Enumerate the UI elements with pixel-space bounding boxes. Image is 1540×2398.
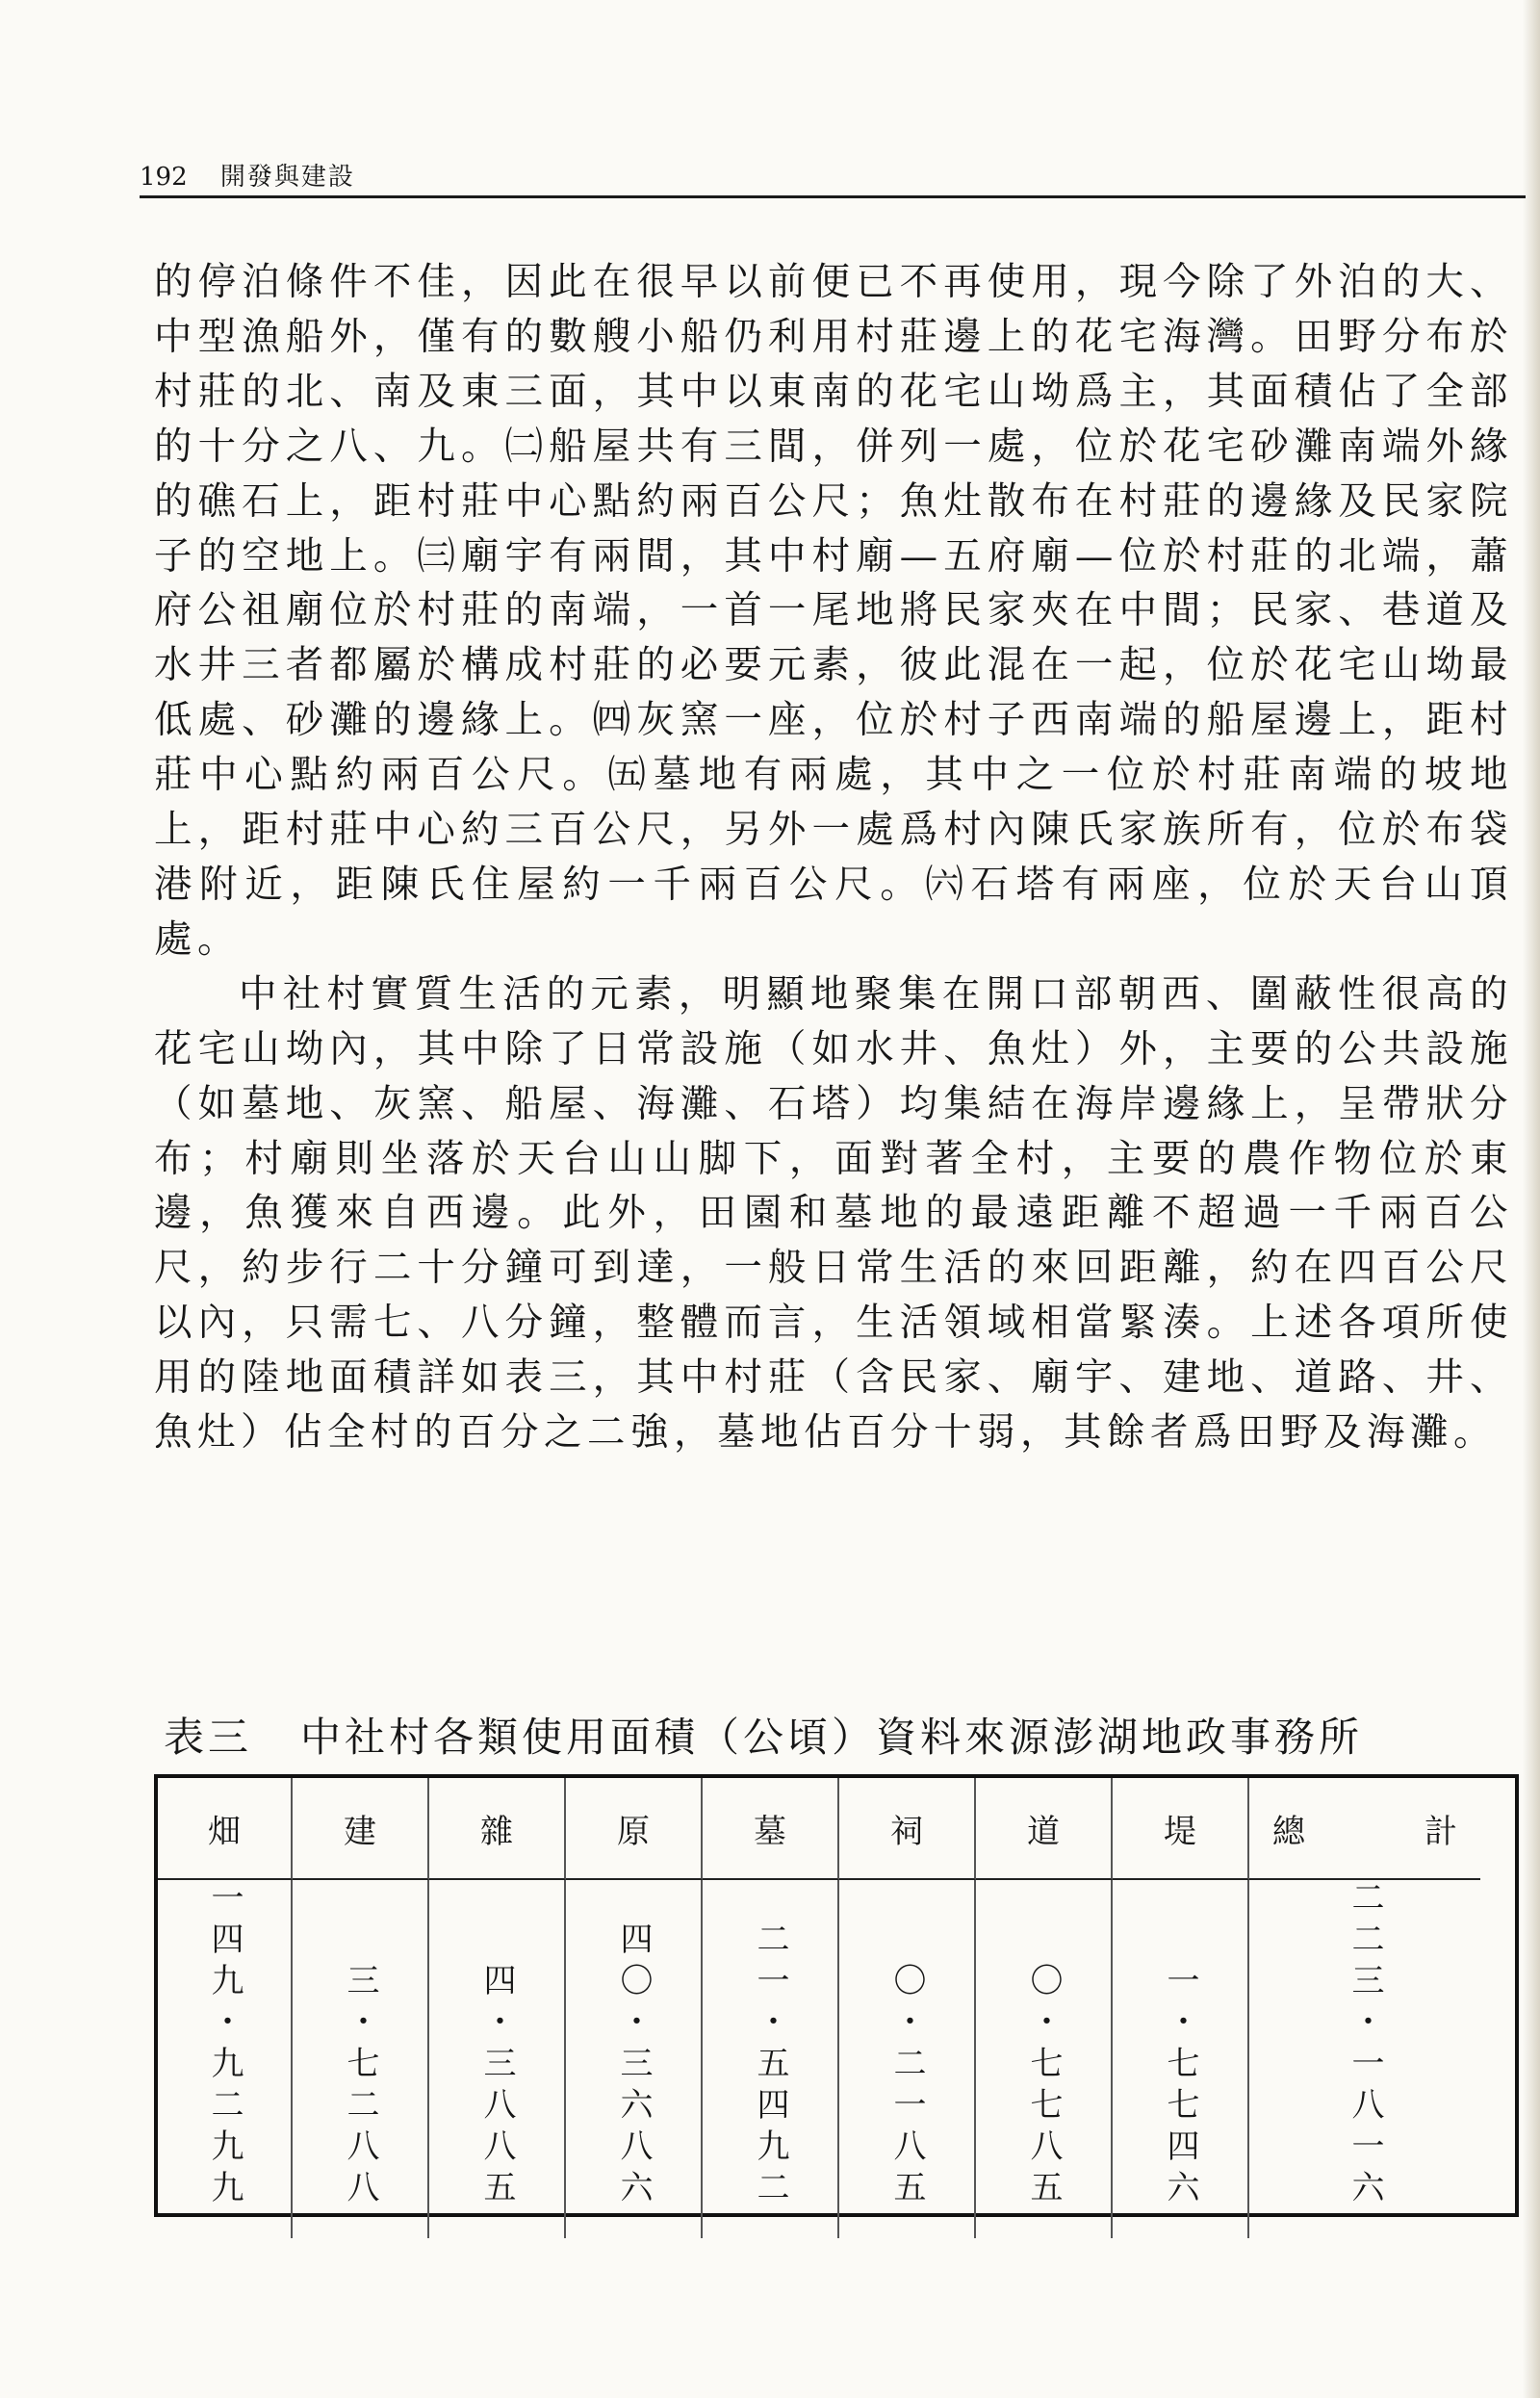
table-value: 三・七二八八 <box>341 1963 379 2211</box>
table-value-cell <box>429 1880 566 2238</box>
table-value-cell <box>566 1880 703 2238</box>
table-value: 四〇・三六八六 <box>614 1921 653 2211</box>
table-header-cell: 畑 <box>158 1778 293 1880</box>
running-header <box>140 159 1526 198</box>
table-header-cell: 祠 <box>839 1778 976 1880</box>
page-edge-shadow <box>1523 0 1540 2398</box>
book-title: 開發與建設 <box>219 163 355 192</box>
table-header-cell: 道 <box>976 1778 1113 1880</box>
table-value-cell-total <box>1249 1880 1480 2238</box>
table-header-total <box>1249 1778 1480 1880</box>
land-use-table <box>154 1774 1519 2217</box>
table-caption-label: 表三 <box>164 1714 253 1761</box>
total-header-left: 總 <box>1272 1812 1305 1851</box>
total-header-right: 計 <box>1424 1812 1457 1851</box>
table-header-cell: 墓 <box>703 1778 839 1880</box>
table-caption-title: 中社村各類使用面積（公頃）資料來源澎湖地政事務所 <box>300 1714 1364 1761</box>
table-header-cell: 原 <box>566 1778 703 1880</box>
table-value-cell <box>1113 1880 1249 2238</box>
table-value-cell <box>839 1880 976 2238</box>
table-value-total: 二二三・一八一六 <box>1346 1880 1384 2211</box>
table-value: 一四九・九二九九 <box>205 1880 244 2211</box>
table-value: 二一・五四九二 <box>751 1921 789 2211</box>
table-value-cell <box>293 1880 429 2238</box>
table-value-cell <box>703 1880 839 2238</box>
paragraph-2: 中社村實質生活的元素，明顯地聚集在開口部朝西、圍蔽性很高的花宅山坳內，其中除了日常設施（如水井、魚灶）外，主要的公共設施（如墓地、灰窯、船屋、海灘、石塔）均集結在海岸邊緣上，呈帶狀分布；村廟則坐落於天台山山脚下，面對著全村，主要的農作物位於東邊，魚獲來自西邊。此外，田園和墓地的最遠距離不超過一千兩百公尺，約步行二十分鐘可到達，一般日常生活的來回距離，約在四百公尺以內，只需七、八分鐘，整體而言，生活領域相當緊湊。上述各項所使用的陸地面積詳如表三，其中村莊（含民家、廟宇、建地、道路、井、魚灶）佔全村的百分之二強，墓地佔百分十弱，其餘者爲田野及海灘。 <box>154 971 1513 1456</box>
table-value-cell <box>976 1880 1113 2238</box>
table-value: 四・三八八五 <box>477 1963 516 2211</box>
table-caption <box>164 1709 1511 1766</box>
table-header-cell: 堤 <box>1113 1778 1249 1880</box>
body-text <box>154 255 1513 1460</box>
page-number: 192 <box>140 163 188 192</box>
table-value: 〇・二一八五 <box>887 1963 926 2211</box>
table-header-cell: 建 <box>293 1778 429 1880</box>
paragraph-1: 的停泊條件不佳，因此在很早以前便已不再使用，現今除了外泊的大、中型漁船外，僅有的數艘小船仍利用村莊邊上的花宅海灣。田野分布於村莊的北、南及東三面，其中以東南的花宅山坳爲主，其面積佔了全部的十分之八、九。㈡船屋共有三間，併列一處，位於花宅砂灘南端外緣的礁石上，距村莊中心點約兩百公尺；魚灶散布在村莊的邊緣及民家院子的空地上。㈢廟宇有兩間，其中村廟—五府廟—位於村莊的北端，蕭府公祖廟位於村莊的南端，一首一尾地將民家夾在中間；民家、巷道及水井三者都屬於構成村莊的必要元素，彼此混在一起，位於花宅山坳最低處、砂灘的邊緣上。㈣灰窯一座，位於村子西南端的船屋邊上，距村莊中心點約兩百公尺。㈤墓地有兩處，其中之一位於村莊南端的坡地上，距村莊中心約三百公尺，另外一處爲村內陳氏家族所有，位於布袋港附近，距陳氏住屋約一千兩百公尺。㈥石塔有兩座，位於天台山頂處。 <box>154 260 1513 962</box>
table-value-cell <box>158 1880 293 2238</box>
table-value: 〇・七七八五 <box>1024 1963 1063 2211</box>
table-value: 一・七七四六 <box>1161 1963 1199 2211</box>
table-header-cell: 雜 <box>429 1778 566 1880</box>
